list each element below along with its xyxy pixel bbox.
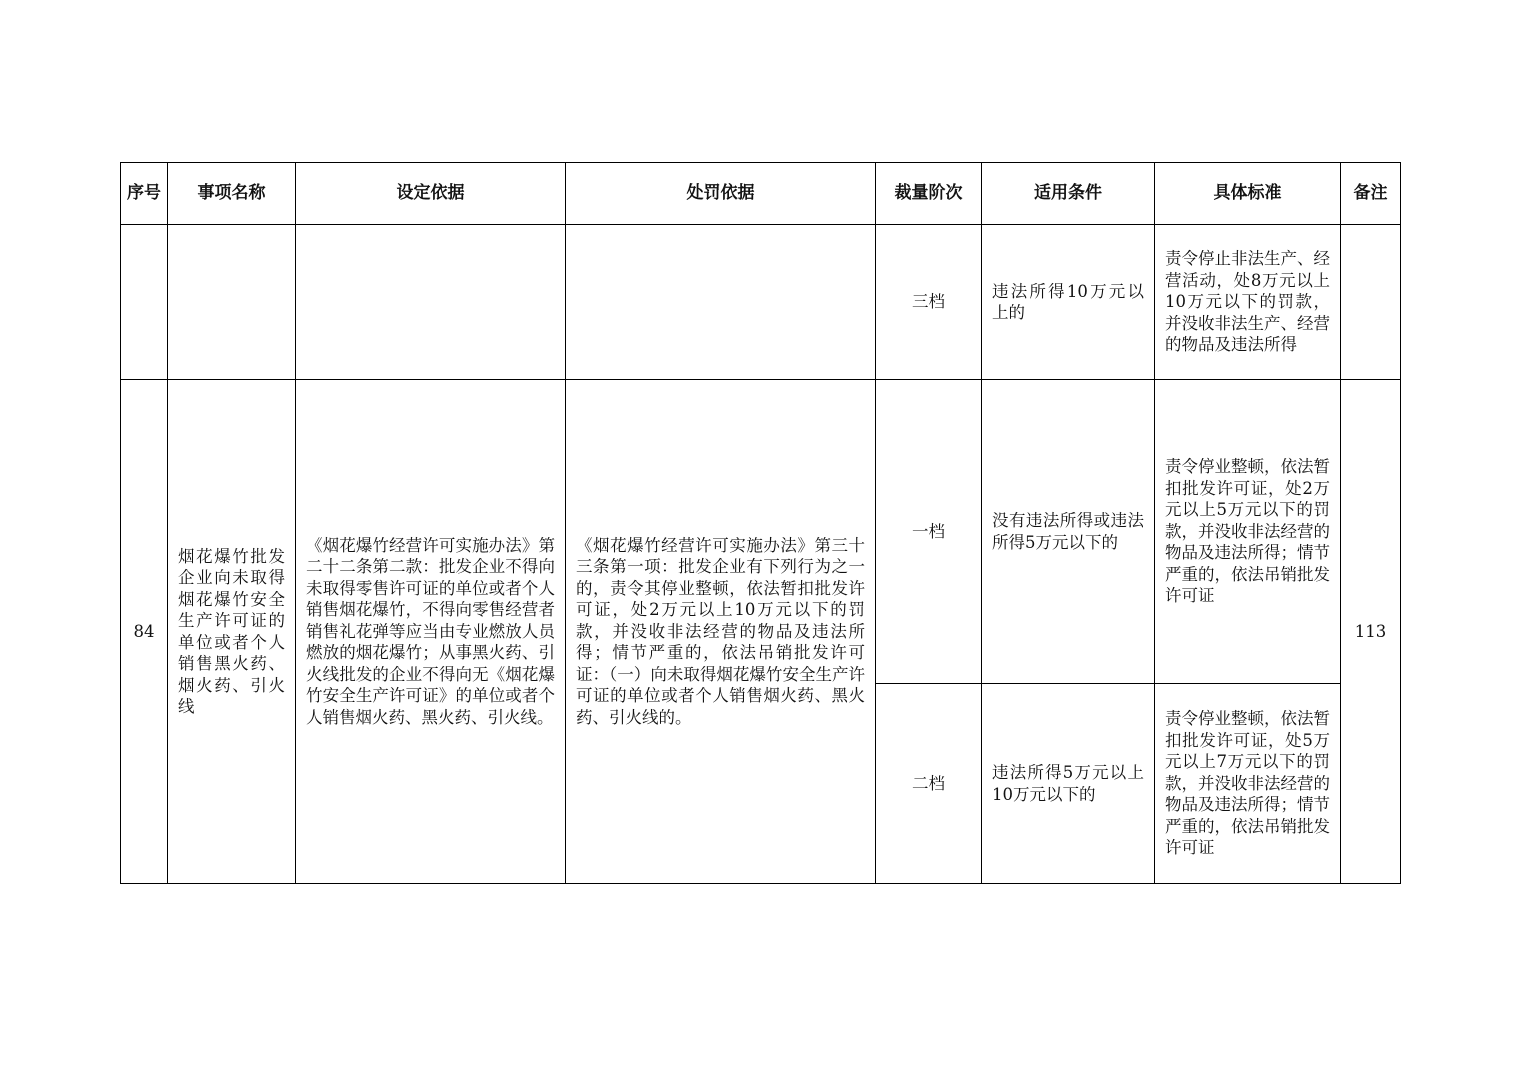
prev-basis-penalty-cell xyxy=(566,225,876,380)
standard-cell: 责令停业整顿，依法暂扣批发许可证，处2万元以上5万元以下的罚款，并没收非法经营的物品及违法所得；情节严重的，依法吊销批发许可证 xyxy=(1155,380,1341,684)
prev-name-cell xyxy=(168,225,296,380)
table-row xyxy=(121,225,1401,380)
prev-standard-cell: 责令停止非法生产、经营活动，处8万元以上10万元以下的罚款，并没收非法生产、经营的物品及违法所得 xyxy=(1155,225,1341,380)
prev-remark-cell xyxy=(1341,225,1401,380)
table-row xyxy=(121,380,1401,684)
header-remark: 备注 xyxy=(1341,163,1401,225)
header-basis-set: 设定依据 xyxy=(296,163,566,225)
item-name-cell: 烟花爆竹批发企业向未取得烟花爆竹安全生产许可证的单位或者个人销售黑火药、烟火药、引火线 xyxy=(168,380,296,884)
condition-cell: 违法所得5万元以上10万元以下的 xyxy=(982,684,1155,884)
penalty-table xyxy=(120,162,1401,884)
standard-cell: 责令停业整顿，依法暂扣批发许可证，处5万元以上7万元以下的罚款，并没收非法经营的物品及违法所得；情节严重的，依法吊销批发许可证 xyxy=(1155,684,1341,884)
header-seq: 序号 xyxy=(121,163,168,225)
header-condition: 适用条件 xyxy=(982,163,1155,225)
prev-level-cell: 三档 xyxy=(876,225,982,380)
seq-cell: 84 xyxy=(121,380,168,884)
basis-set-cell: 《烟花爆竹经营许可实施办法》第二十二条第二款：批发企业不得向未取得零售许可证的单位或者个人销售烟花爆竹，不得向零售经营者销售礼花弹等应当由专业燃放人员燃放的烟花爆竹；从事黑火药、引火线批发的企业不得向无《烟花爆竹安全生产许可证》的单位或者个人销售烟火药、黑火药、引火线。 xyxy=(296,380,566,884)
remark-cell: 113 xyxy=(1341,380,1401,884)
level-cell: 一档 xyxy=(876,380,982,684)
basis-penalty-cell: 《烟花爆竹经营许可实施办法》第三十三条第一项：批发企业有下列行为之一的，责令其停业整顿，依法暂扣批发许可证，处2万元以上10万元以下的罚款，并没收非法经营的物品及违法所得；情节严重的，依法吊销批发许可证：（一）向未取得烟花爆竹安全生产许可证的单位或者个人销售烟火药、黑火药、引火线的。 xyxy=(566,380,876,884)
level-cell: 二档 xyxy=(876,684,982,884)
prev-basis-set-cell xyxy=(296,225,566,380)
header-name: 事项名称 xyxy=(168,163,296,225)
prev-seq-cell xyxy=(121,225,168,380)
header-level: 裁量阶次 xyxy=(876,163,982,225)
prev-condition-cell: 违法所得10万元以上的 xyxy=(982,225,1155,380)
header-standard: 具体标准 xyxy=(1155,163,1341,225)
condition-cell: 没有违法所得或违法所得5万元以下的 xyxy=(982,380,1155,684)
header-basis-penalty: 处罚依据 xyxy=(566,163,876,225)
header-row xyxy=(121,163,1401,225)
